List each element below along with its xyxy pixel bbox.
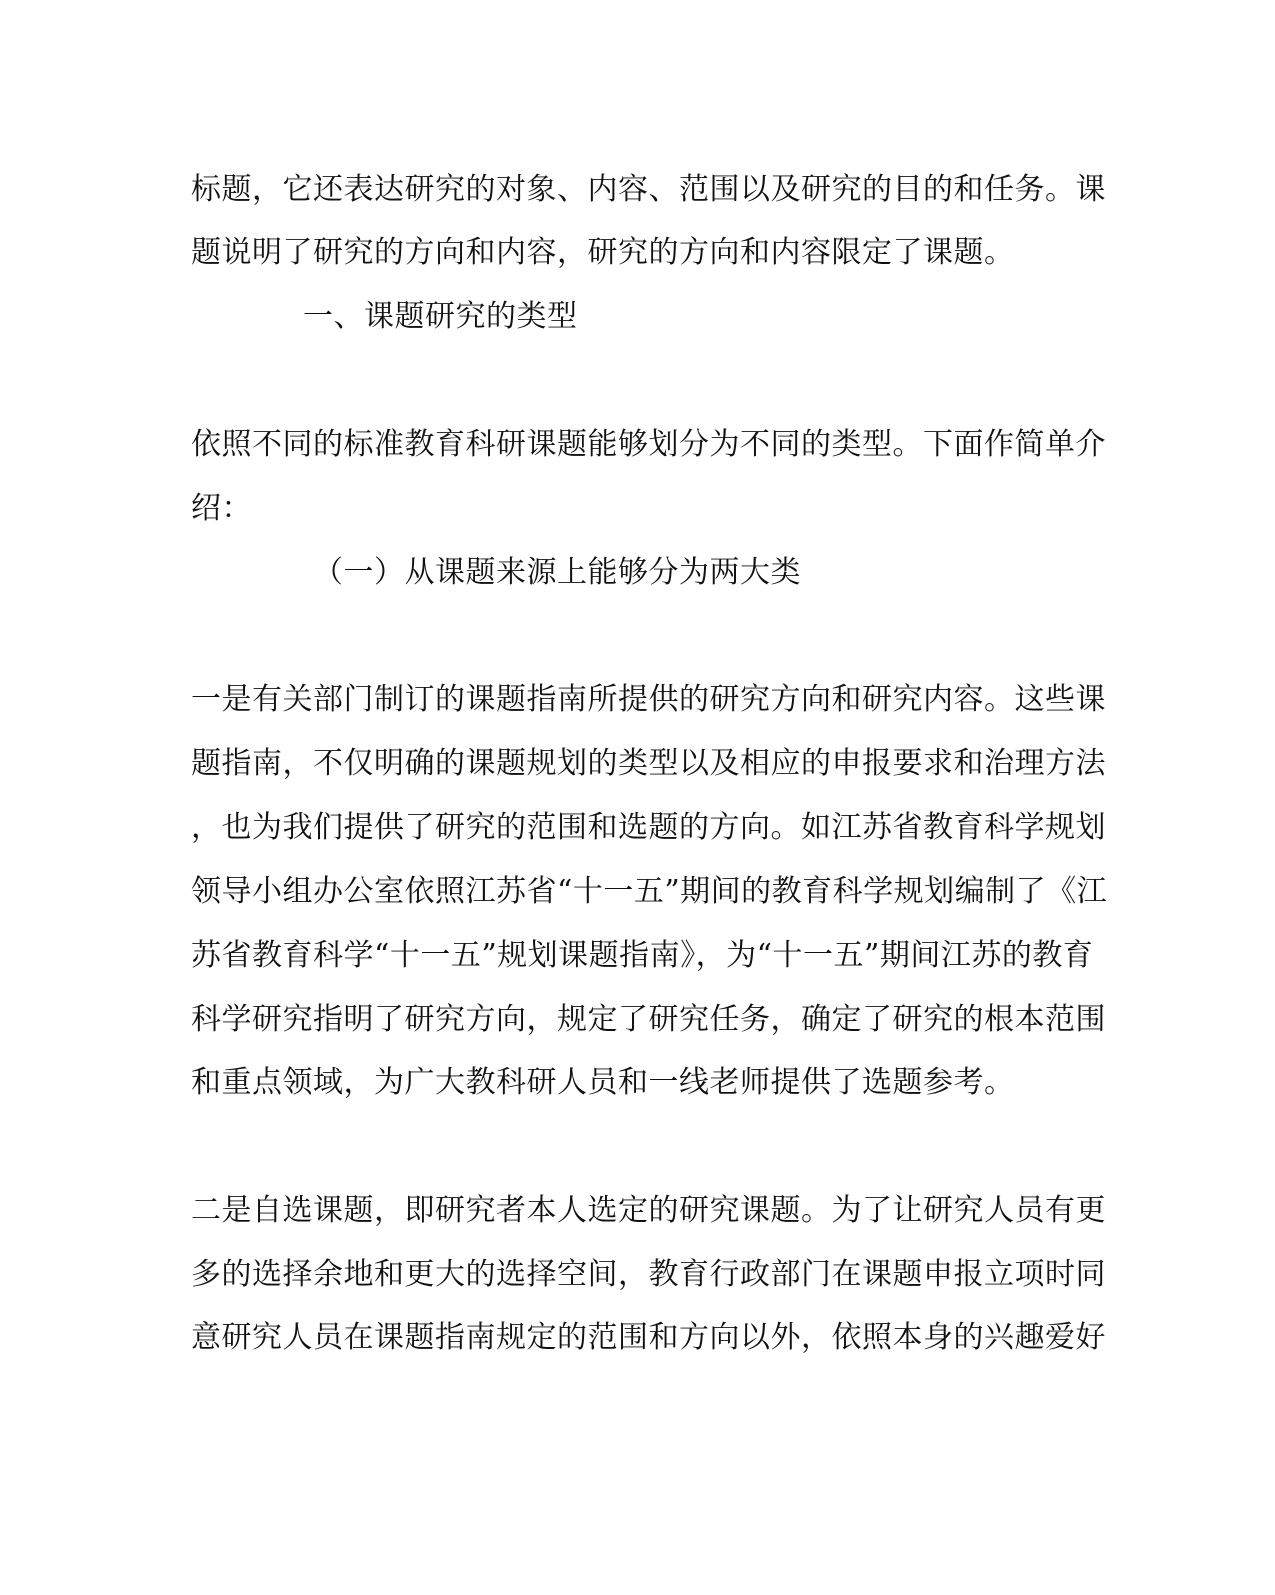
paragraph-line: 标题，它还表达研究的对象、内容、范围以及研究的目的和任务。课	[191, 172, 1106, 207]
paragraph-line: 苏省教育科学“十一五”规划课题指南》，为“十一五”期间江苏的教育	[191, 938, 1094, 973]
paragraph-line: 多的选择余地和更大的选择空间，教育行政部门在课题申报立项时同	[191, 1257, 1106, 1292]
paragraph-line: 领导小组办公室依照江苏省“十一五”期间的教育科学规划编制了《江	[191, 874, 1108, 909]
paragraph-line: 二是自选课题，即研究者本人选定的研究课题。为了让研究人员有更	[191, 1193, 1106, 1228]
paragraph-line: ，也为我们提供了研究的范围和选题的方向。如江苏省教育科学规划	[191, 810, 1106, 845]
subsection-heading: （一）从课题来源上能够分为两大类	[313, 555, 801, 590]
section-heading: 一、课题研究的类型	[303, 299, 578, 334]
paragraph-line: 题指南，不仅明确的课题规划的类型以及相应的申报要求和治理方法	[191, 746, 1106, 781]
paragraph-line: 题说明了研究的方向和内容，研究的方向和内容限定了课题。	[191, 235, 1015, 270]
paragraph-line: 意研究人员在课题指南规定的范围和方向以外，依照本身的兴趣爱好	[191, 1320, 1106, 1355]
paragraph-line: 一是有关部门制订的课题指南所提供的研究方向和研究内容。这些课	[191, 682, 1106, 717]
paragraph-line: 绍：	[191, 491, 252, 526]
paragraph-line: 和重点领域，为广大教科研人员和一线老师提供了选题参考。	[191, 1065, 1015, 1100]
paragraph-line: 依照不同的标准教育科研课题能够划分为不同的类型。下面作简单介	[191, 427, 1106, 462]
paragraph-line: 科学研究指明了研究方向，规定了研究任务，确定了研究的根本范围	[191, 1002, 1106, 1037]
